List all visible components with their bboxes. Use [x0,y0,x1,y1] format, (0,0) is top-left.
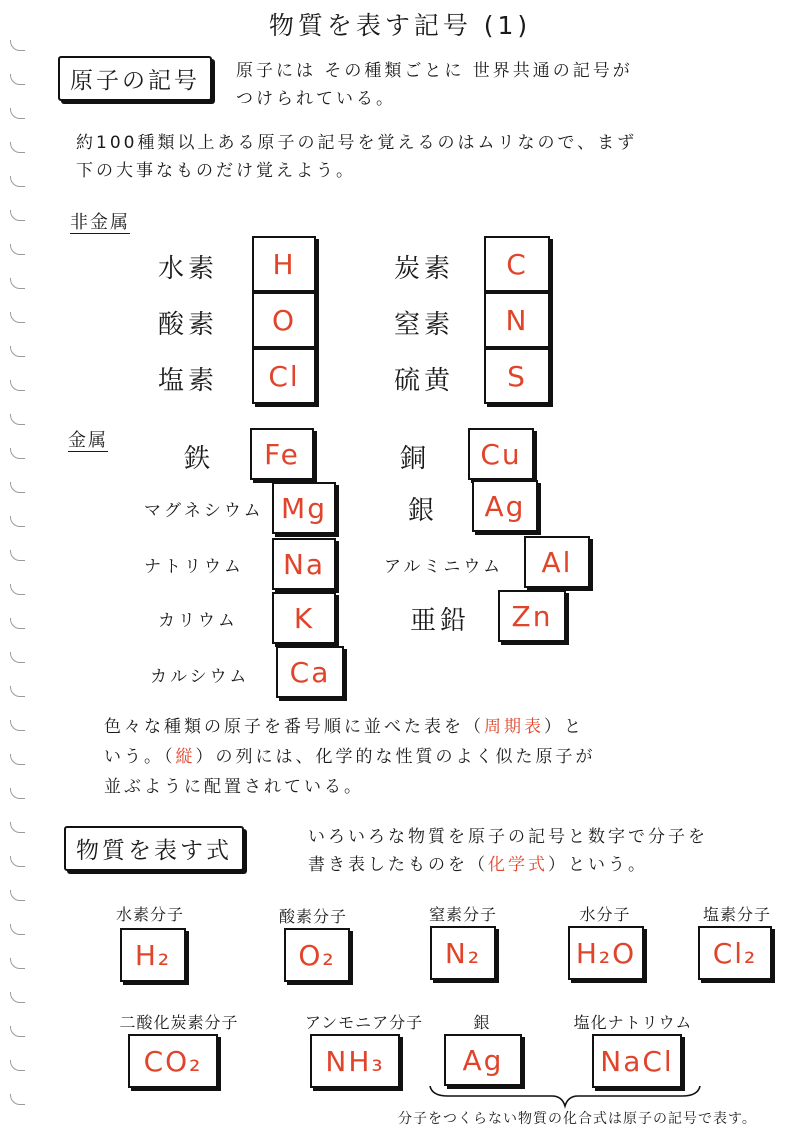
binder-hole-icon [10,74,25,85]
section-tag-atom-symbols: 原子の記号 [58,56,212,101]
element-name: ナトリウム [144,557,244,577]
section2-text: ）という。 [548,855,648,875]
molecule-formula-box: CO₂ [128,1034,218,1088]
binder-hole-icon [10,890,25,901]
binder-hole-icon [10,1060,25,1071]
element-name: カルシウム [150,667,250,687]
binder-hole-icon [10,176,25,187]
binder-hole-icon [10,618,25,629]
footnote: 分子をつくらない物質の化合式は原子の記号で表す。 [398,1111,757,1127]
binder-hole-icon [10,312,25,323]
periodic-text: ）の列には、化学的な性質のよく似た原子が [195,747,596,767]
element-symbol-box: H [252,236,316,292]
periodic-text: いう。（ [104,747,176,767]
molecule-label: 酸素分子 [278,907,347,926]
element-name: マグネシウム [144,501,264,521]
molecule-label: 銀 [473,1013,491,1032]
element-symbol-box: Zn [498,590,566,642]
periodic-line1 [104,712,584,743]
binder-hole-icon [10,924,25,935]
element-name: 酸素 [158,310,219,340]
element-name: 銅 [400,444,431,474]
answer-periodic-table: 周期表 [484,717,544,737]
element-symbol-box: Cu [468,428,534,480]
binder-hole-icon [10,788,25,799]
periodic-line2 [104,742,596,773]
molecule-label: 塩化ナトリウム [573,1013,693,1032]
binder-hole-icon [10,346,25,357]
binder-hole-icon [10,142,25,153]
binder-hole-icon [10,652,25,663]
binder-hole-icon [10,210,25,221]
element-name: アルミニウム [384,557,504,577]
element-name: 窒素 [394,310,455,340]
element-symbol-box: Fe [250,428,314,480]
element-name: 銀 [408,496,439,526]
element-symbol-box: Na [272,538,336,590]
binder-hole-icon [10,1026,25,1037]
element-symbol-box: C [484,236,550,292]
molecule-formula-box: O₂ [284,928,350,982]
molecule-label: アンモニア分子 [304,1013,424,1032]
element-symbol-box: Ca [276,646,344,698]
binder-hole-icon [10,482,25,493]
molecule-formula-box: NH₃ [310,1034,400,1088]
element-name: カリウム [158,611,238,631]
molecule-formula-box: NaCl [592,1034,682,1088]
section-tag-chemical-formula: 物質を表す式 [64,826,244,871]
notebook-binder-holes [6,0,30,1136]
element-name: 水素 [158,254,219,284]
binder-hole-icon [10,108,25,119]
periodic-line3: 並ぶように配置されている。 [104,777,364,797]
curly-brace-icon [428,1084,702,1110]
molecule-formula-box: Ag [444,1034,522,1086]
periodic-text: ）と [544,717,584,737]
section2-text: 書き表したものを（ [308,855,488,875]
element-symbol-box: S [484,348,550,404]
element-name: 鉄 [184,444,215,474]
answer-chemical-formula: 化学式 [488,855,548,875]
binder-hole-icon [10,856,25,867]
element-name: 亜鉛 [410,606,471,636]
nonmetal-heading: 非金属 [70,212,130,233]
binder-hole-icon [10,414,25,425]
element-symbol-box: O [252,292,316,348]
section2-desc-line1: いろいろな物質を原子の記号と数字で分子を [308,827,708,847]
binder-hole-icon [10,380,25,391]
molecule-label: 水素分子 [115,905,184,924]
element-name: 硫黄 [394,366,455,396]
molecule-formula-box: Cl₂ [698,926,772,980]
molecule-label: 水分子 [579,905,631,924]
element-symbol-box: Cl [252,348,316,404]
molecule-label: 二酸化炭素分子 [119,1013,239,1032]
molecule-label: 塩素分子 [702,905,771,924]
molecule-formula-box: N₂ [430,926,496,980]
section1-desc-line2: つけられている。 [236,89,396,109]
molecule-formula-box: H₂ [120,928,186,982]
binder-hole-icon [10,550,25,561]
binder-hole-icon [10,720,25,731]
binder-hole-icon [10,992,25,1003]
section1-desc-line1: 原子には その種類ごとに 世界共通の記号が [236,61,633,81]
molecule-label: 窒素分子 [428,905,497,924]
molecule-formula-box: H₂O [568,926,644,980]
binder-hole-icon [10,686,25,697]
element-symbol-box: N [484,292,550,348]
element-name: 炭素 [394,254,455,284]
periodic-text: 色々な種類の原子を番号順に並べた表を（ [104,717,484,737]
answer-vertical: 縦 [175,747,196,767]
binder-hole-icon [10,584,25,595]
element-symbol-box: Mg [272,482,336,534]
binder-hole-icon [10,1094,25,1105]
section2-desc-line2 [308,850,648,881]
binder-hole-icon [10,958,25,969]
element-symbol-box: Ag [472,480,538,532]
binder-hole-icon [10,448,25,459]
binder-hole-icon [10,244,25,255]
binder-hole-icon [10,754,25,765]
intro-line2: 下の大事なものだけ覚えよう。 [76,161,356,181]
element-symbol-box: K [272,592,336,644]
intro-line1: 約100種類以上ある原子の記号を覚えるのはムリなので、まず [76,133,638,153]
binder-hole-icon [10,516,25,527]
binder-hole-icon [10,822,25,833]
element-symbol-box: Al [524,536,590,588]
binder-hole-icon [10,278,25,289]
page-title: 物質を表す記号 (1) [268,11,532,40]
element-name: 塩素 [158,366,219,396]
metal-heading: 金属 [68,430,108,451]
